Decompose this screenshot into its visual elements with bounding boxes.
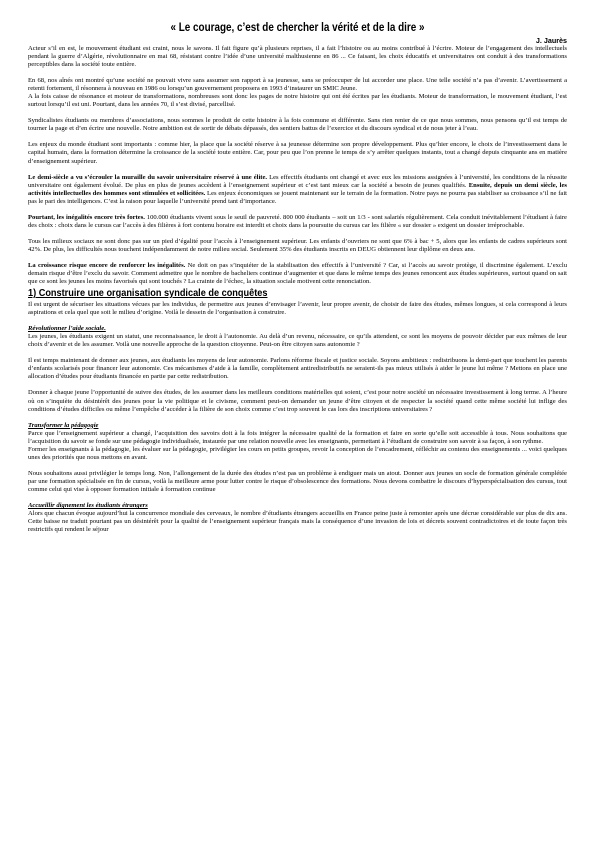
paragraph: Les enjeux du monde étudiant sont importants : comme hier, la place que la société réserve à sa jeunesse détermine son propre développement. Plus qu’hier encore, le choix de l’investissement dans le capital humain, dans la formation détermine la croissance de la société toute entière. Car, pour peu que l’on prenne le temps de s’y arrêter quelques instants, tout a changé depuis cinquante ans en matière d’enseignement supérieur. — [28, 141, 567, 165]
paragraph: En 68, nos aînés ont montré qu’une société ne pouvait vivre sans assumer son rapport à sa jeunesse, sans se préoccuper de lui accorder une place. Une telle société n’a pas d’avenir. L’avertissement a retenti fortement, il résonnera à nouveau en 1986 ou lorsqu’un gouvernement proposera en 1993 d’instaurer un SMIC Jeune. — [28, 77, 567, 93]
paragraph — [28, 262, 567, 286]
bold-lead: Le demi-siècle a vu s’écrouler la muraille du savoir universitaire réservé à une élite. — [28, 173, 268, 181]
paragraph: Tous les milieux sociaux ne sont donc pas sur un pied d’égalité pour l’accès à l’enseignement supérieur. Les enfants d’ouvriers ne sont que 6% à bac + 5, alors que les enfants de cadres supérieurs sont 42%. De plus, les difficultés nous touchent indépendamment de notre milieu social. Seulement 35% des étudiants inscrits en DEUG obtiennent leur diplôme en deux ans. — [28, 237, 567, 253]
subsection-title: Accueillir dignement les étudiants étrangers — [28, 501, 148, 509]
section-heading: 1) Construire une organisation syndicale de conquêtes — [28, 288, 268, 300]
quote-author: J. Jaurès — [535, 36, 567, 45]
paragraph-text: Les enjeux économiques se jouent maintenant sur le terrain de la formation. Notre pays ne pourra pas stabiliser sa croissance s’il ne fait pas le pari des intelligences. C’est la raison pour laquelle l’université prend tant d’importance. — [28, 189, 567, 205]
subsection-title: Révolutionner l’aide sociale. — [28, 325, 106, 333]
document-title: « Le courage, c’est de chercher la vérité et de la dire » — [170, 22, 425, 34]
paragraph: Il est urgent de sécuriser les situations vécues par les individus, de permettre aux jeunes d’envisager l’avenir, leur propre avenir, de choisir de faire des études, mêmes longues, si cela correspond à leurs aspirations et cela quel que soit le milieu d’origine. Voilà le dessein de l’organisation à construire. — [28, 301, 567, 317]
paragraph: Former les enseignants à la pédagogie, les évaluer sur la pédagogie, privilégier les cours en petits groupes, revoir la conception de l’encadrement, réfléchir au contenu des enseignements ... voici quelques unes des priorités que nous mettons en avant. — [28, 445, 567, 461]
paragraph: Nous souhaitons aussi privilégier le temps long. Non, l’allongement de la durée des études n’est pas un problème à endiguer mais un atout. Donner aux jeunes un socle de formation générale complétée par une formation spécialisée en fin de cursus, voilà la meilleure arme pour lutter contre le risque d’obsolescence des formations. Nous devons combattre le discours d’hyperspécialisation des cursus, tout comme celui qui vise à opposer formation initiale à formation continue — [28, 469, 567, 493]
bold-lead: Pourtant, les inégalités encore très fortes. — [28, 213, 145, 221]
document-page — [28, 18, 567, 836]
paragraph: Alors que chacun évoque aujourd’hui la concurrence mondiale des cerveaux, le nombre d’étudiants étrangers accueillis en France peine juste à remonter après une décrue considérable sur plus de dix ans. Cette baisse ne traduit pourtant pas un désintérêt pour la qualité de l’enseignement supérieur français mais la conséquence d’une invasion de lois et décrets souvent contradictoires et de toute façon très restrictifs qui rendent le séjour — [28, 510, 567, 534]
paragraph: Les jeunes, les étudiants exigent un statut, une reconnaissance, le droit à l’autonomie. Au delà d’un revenu, nécessaire, ce qu’ils attendent, ce sont les moyens de pouvoir décider par eux mêmes de leur choix d’avenir et de les assumer. Voilà une nouvelle approche de la question citoyenne. Peut-on être citoyen sans autonomie ? — [28, 333, 567, 349]
paragraph: A la fois caisse de résonance et moteur de transformations, nombreuses sont donc les pages de notre histoire qui ont été écrites par les étudiants. Moteur de transformation, le mouvement étudiant, l’est surtout lorsqu’il est uni. Pourtant, dans les années 70, il s’est divisé, parcellisé. — [28, 93, 567, 109]
subsection-title: Transformer la pédagogie — [28, 421, 99, 429]
paragraph — [28, 174, 567, 206]
paragraph — [28, 214, 567, 230]
paragraph: Parce que l’enseignement supérieur a changé, l’acquisition des savoirs doit à la fois intégrer la nécessaire qualité de la formation et faire en sorte qu’elle soit accessible à tous. Nous souhaitons que l’acquisition du savoir se fonde sur une pédagogie individualisée, instaurée par une relation nouvelle avec les enseignants, permettant à l’étudiant de construire son savoir à sa façon, à son rythme. — [28, 429, 567, 445]
paragraph: Il est temps maintenant de donner aux jeunes, aux étudiants les moyens de leur autonomie. Parlons réforme fiscale et justice sociale. Soyons ambitieux : redistribuons la demi-part que touchent les parents d’enfants scolarisés pour financer leur autonomie. Ces mécanismes d’aide à la famille, complètement antiredistributifs ne seraient-ils pas mieux utilisés à aider le jeune lui même ? Mettons en place une allocation d’études pour étudiants financée en partie par cette redistribution. — [28, 357, 567, 381]
paragraph-text: 100.000 étudiants vivent sous le seuil de pauvreté. 800 000 étudiants – soit un 1/3 - sont salariés régulièrement. Cela conduit inévitablement l’étudiant à faire des choix : choix dans le cursus car l’accès à des filières à fort contenu horaire est interdit et choix dans la poursuite du cursus car les filière « sur dossier » exigent un dossier irréprochable. — [28, 213, 567, 229]
paragraph: Donner à chaque jeune l’opportunité de suivre des études, de les assumer dans les meilleurs conditions matérielles qui soient, c’est pour notre société un nécessaire investissement à long terme. A l’heure où on s’inquiète du désintérêt des jeunes pour la vie politique et le civisme, comment peut-on demander un jeune d’être citoyen et de respecter la société quand cette même société lui inflige des conditions d’études difficiles ou même l’empêche d’accéder à la filière de son choix comme c’est trop souvent le cas lors des inscriptions universitaires ? — [28, 389, 567, 413]
paragraph: Acteur s’il en est, le mouvement étudiant est craint, nous le savons. Il fait figure qu’à plusieurs reprises, il a fait l’histoire ou au moins contribué à l’écrire. Moteur de l’engagement des intellectuels pendant la guerre d’Algérie, révolutionnaire en mai 68, résistant contre l’idée d’une université malthusienne en 86 ... Ce faisant, les choix éducatifs et universitaires ont conduit à des transformations perceptibles dans la société toute entière. — [28, 45, 567, 69]
paragraph: Syndicalistes étudiants ou membres d’associations, nous sommes le produit de cette histoire à la fois commune et différente. Sans rien renier de ce que nous sommes, nous pensons qu’il est temps de tourner la page et d’en écrire une nouvelle. Notre ambition est de sortir de débats dépassés, des sentiers battus de l’exercice et du discours syndical et de nous jeter à l’eau. — [28, 117, 567, 133]
paragraph-text: Ne doit on pas s’inquiéter de la stabilisation des effectifs à l’université ? Car, si l’accès au savoir protège, il discrimine également. L’exclu demain risque d’être l’exclu du savoir. Comment admettre que le nombre de bacheliers continue d’augmenter et que dans le même temps des jeunes renoncent aux études supérieures, surtout quand on sait que ce sont les jeunes les moins favorisés qui sont touchés ? La crainte de l’échec, la situation sociale motivent cette renonciation. — [28, 261, 567, 286]
paragraph-text: Les effectifs étudiants ont changé et avec eux les missions assignées à l’université, les conditions de la réussite universitaire ont également évolué. De plus en plus de jeunes accèdent à l’enseignement supérieur et c’est tant mieux car la société a besoin de jeunes qualifiés. — [28, 173, 567, 189]
bold-lead: La croissance risque encore de renforcer les inégalités. — [28, 261, 186, 269]
bold-lead: Ensuite, depuis un demi siècle, les activités intellectuelles des hommes sont stimulées et sollicitées. — [28, 181, 567, 197]
